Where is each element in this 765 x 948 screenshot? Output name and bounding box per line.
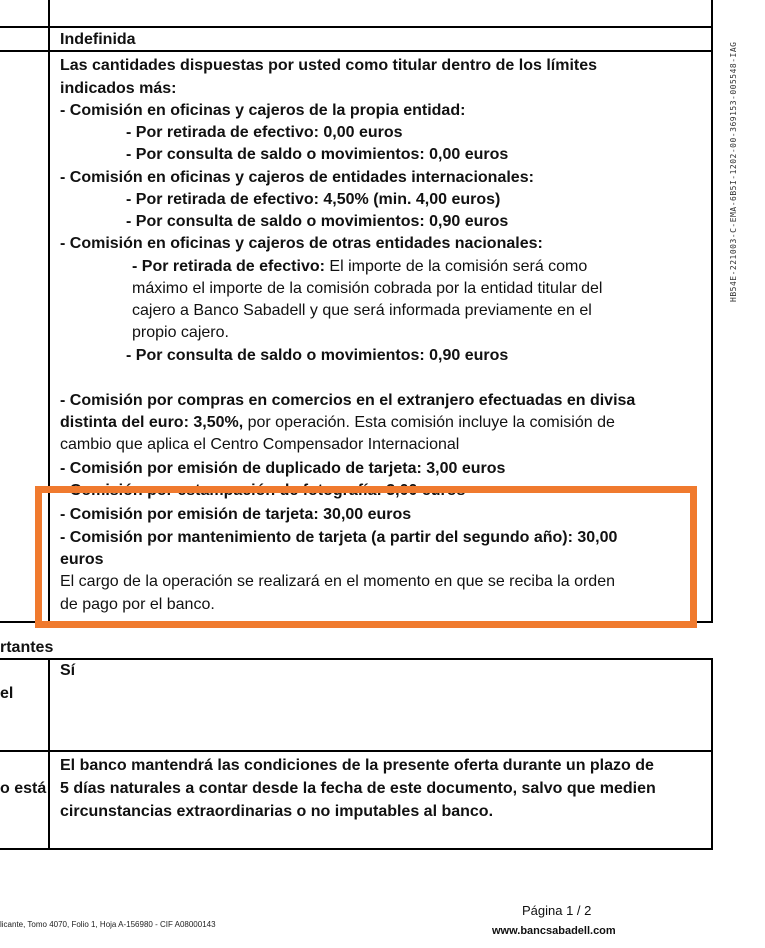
national-withdrawal-line3: cajero a Banco Sabadell y que será informada previamente en el	[132, 302, 592, 319]
national-balance: - Por consulta de saldo o movimientos: 0,90 euros	[126, 347, 509, 364]
foreign-purchase-rate: distinta del euro: 3,50%,	[60, 414, 244, 431]
national-withdrawal-detail: El importe de la comisión será como	[324, 258, 588, 275]
table2-right-border	[711, 658, 713, 850]
foreign-purchase-detail: por operación. Esta comisión incluye la comisión de	[243, 414, 615, 431]
registry-info: licante, Tomo 4070, Folio 1, Hoja A-156980 - CIF A08000143	[0, 920, 216, 929]
website-link[interactable]: www.bancsabadell.com	[492, 925, 616, 937]
international-heading: - Comisión en oficinas y cajeros de entidades internacionales:	[60, 169, 534, 186]
offer-validity-line3: circunstancias extraordinarias o no imputables al banco.	[60, 803, 494, 820]
foreign-purchase-line2	[60, 412, 615, 434]
commission-intro-line2: indicados más:	[60, 80, 177, 97]
table1-right-border	[711, 0, 713, 622]
table2-bottom-border	[0, 848, 713, 850]
card-maintenance-fee: - Comisión por mantenimiento de tarjeta (a partir del segundo año): 30,00	[60, 529, 618, 546]
own-entity-balance: - Por consulta de saldo o movimientos: 0,00 euros	[126, 146, 509, 163]
own-entity-withdrawal: - Por retirada de efectivo: 0,00 euros	[126, 124, 403, 141]
term-value: Indefinida	[60, 31, 136, 48]
duplicate-card-fee: - Comisión por emisión de duplicado de tarjeta: 3,00 euros	[60, 460, 506, 477]
international-withdrawal: - Por retirada de efectivo: 4,50% (min. 4,00 euros)	[126, 191, 501, 208]
table2-top-border	[0, 658, 713, 660]
section-heading: rtantes	[0, 639, 54, 656]
card-issuance-fee: - Comisión por emisión de tarjeta: 30,00 euros	[60, 506, 412, 523]
offer-validity-line1: El banco mantendrá las condiciones de la presente oferta durante un plazo de	[60, 757, 654, 774]
foreign-purchase-line3: cambio que aplica el Centro Compensador Internacional	[60, 436, 460, 453]
document-reference-code: HB54E-221003-C-EMA-6B5I-1202-00-369153-005548-IAG	[729, 41, 738, 302]
table2-row2-label: o está	[0, 780, 47, 797]
national-withdrawal-label: - Por retirada de efectivo:	[132, 258, 325, 275]
national-withdrawal	[132, 256, 587, 278]
commission-intro-line1: Las cantidades dispuestas por usted como titular dentro de los límites	[60, 57, 598, 74]
table2-row-divider	[0, 750, 713, 752]
photo-stamping-fee: - Comisión por estampación de fotografía: 3,00 euros	[60, 482, 466, 499]
international-balance: - Por consulta de saldo o movimientos: 0,90 euros	[126, 213, 509, 230]
card-maintenance-fee-cont: euros	[60, 551, 104, 568]
table2-column-divider	[48, 658, 50, 850]
national-heading: - Comisión en oficinas y cajeros de otras entidades nacionales:	[60, 235, 543, 252]
table2-row1-label: el	[0, 685, 14, 702]
national-withdrawal-line4: propio cajero.	[132, 324, 229, 341]
national-withdrawal-line2: máximo el importe de la comisión cobrada por la entidad titular del	[132, 280, 603, 297]
page-number: Página 1 / 2	[522, 903, 592, 918]
own-entity-heading: - Comisión en oficinas y cajeros de la propia entidad:	[60, 102, 466, 119]
foreign-purchase-line1: - Comisión por compras en comercios en el extranjero efectuadas en divisa	[60, 392, 636, 409]
charge-note-line1: El cargo de la operación se realizará en el momento en que se reciba la orden	[60, 573, 615, 590]
offer-validity-line2: 5 días naturales a contar desde la fecha de este documento, salvo que medien	[60, 780, 656, 797]
table1-row-divider-top	[0, 26, 713, 28]
charge-note-line2: de pago por el banco.	[60, 596, 215, 613]
table2-row1-value: Sí	[60, 662, 76, 679]
highlight-box	[35, 486, 697, 628]
